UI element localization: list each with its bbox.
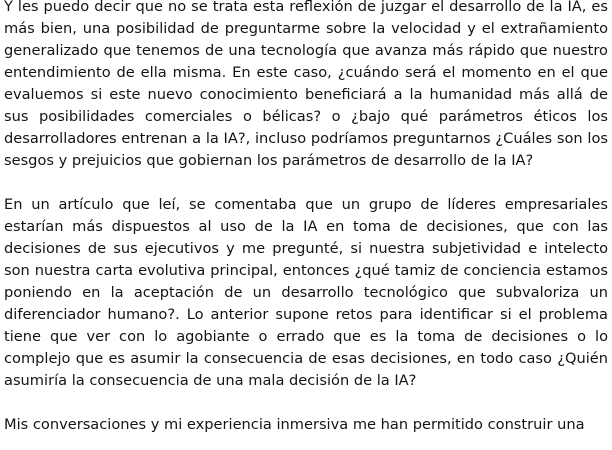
document-page xyxy=(4,0,608,436)
paragraph-spacer xyxy=(4,172,608,194)
paragraph-3: Mis conversaciones y mi experiencia inmersiva me han permitido construir una xyxy=(4,416,585,433)
paragraph-1: Y les puedo decir que no se trata esta reflexión de juzgar el desarrollo de la IA, es más bien, una posibilidad de preguntarme sobre la velocidad y el extrañamiento generalizado que tenemos de una tecnología que avanza más rápido que nuestro entendimiento de ella misma. En este caso, ¿cuándo será el momento en el que evaluemos si este nuevo conocimiento beneficiará a la humanidad más allá de sus posibilidades comerciales o bélicas? o ¿bajo qué parámetros éticos los desarrolladores entrenan a la IA?, incluso podríamos preguntarnos ¿Cuáles son los sesgos y prejuicios que gobiernan los parámetros de desarrollo de la IA? xyxy=(4,0,608,169)
paragraph-spacer xyxy=(4,392,608,414)
paragraph-2: En un artículo que leí, se comentaba que un grupo de líderes empresariales estarían más dispuestos al uso de la IA en toma de decisiones, que con las decisiones de sus ejecutivos y me pregunté, si nuestra subjetividad e intelecto son nuestra carta evolutiva principal, entonces ¿qué tamiz de conciencia estamos poniendo en la aceptación de un desarrollo tecnológico que subvaloriza un diferenciador humano?. Lo anterior supone retos para identificar si el problema tiene que ver con lo agobiante o errado que es la toma de decisiones o lo complejo que es asumir la consecuencia de esas decisiones, en todo caso ¿Quién asumiría la consecuencia de una mala decisión de la IA? xyxy=(4,196,608,389)
